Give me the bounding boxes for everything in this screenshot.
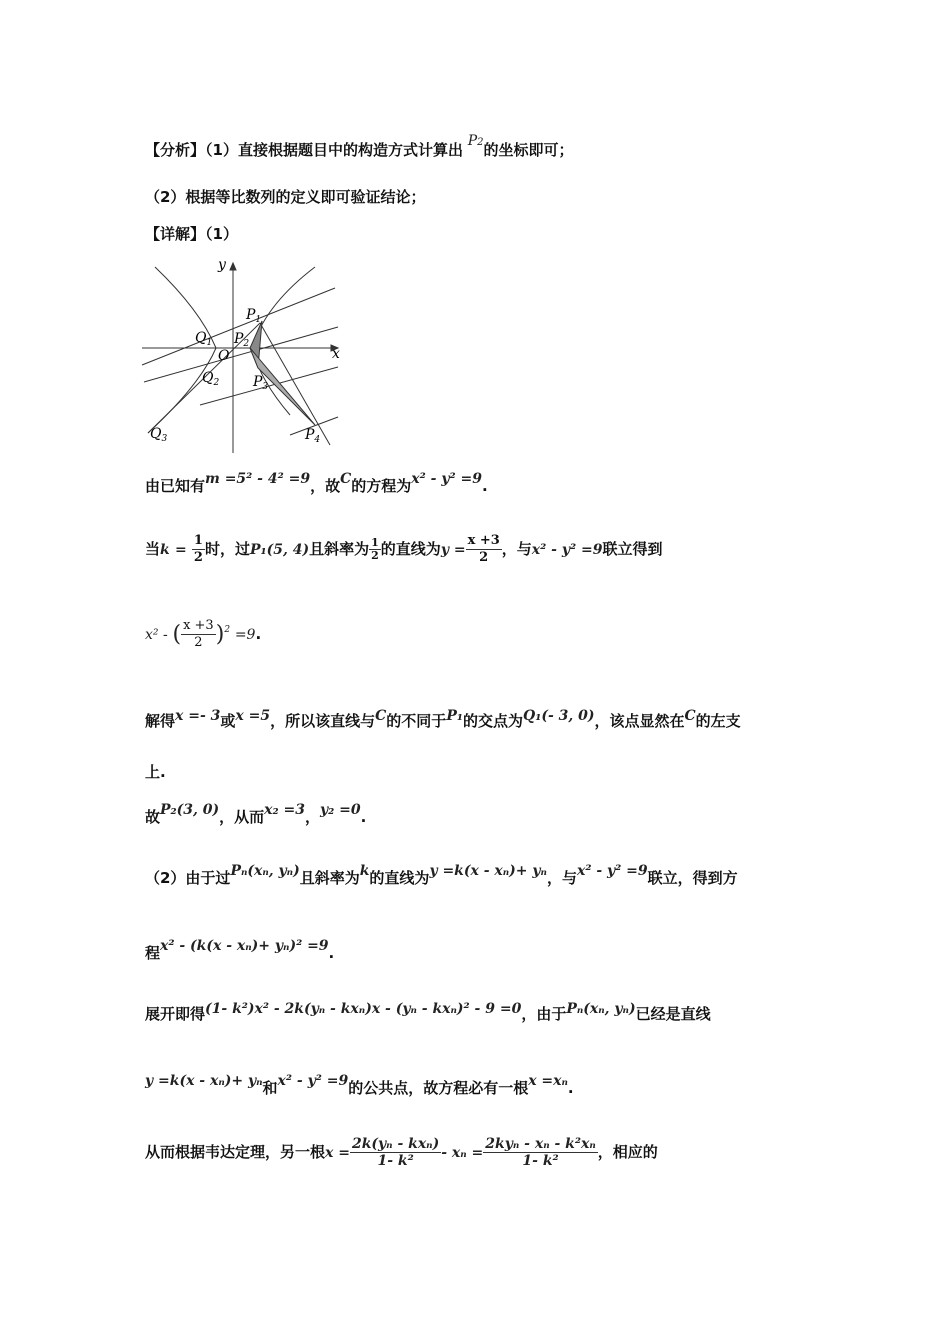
root-mid: - xₙ = (441, 1145, 484, 1161)
line-eq-lhs: y = (440, 542, 466, 558)
p2-text-d: . (360, 808, 367, 826)
slope-text-f: 联立得到 (602, 540, 663, 558)
small-half: $\frac{1}{2}$ (371, 536, 379, 562)
p1-point: P₁(5, 4) (249, 542, 310, 558)
p2-text-a: 故 (145, 808, 161, 826)
common-text-b: 的公共点，故方程必有一根 (348, 1079, 529, 1097)
root-xn: x =xₙ (528, 1073, 568, 1089)
expanded-eq: (1- k²)x² - 2k(yₙ - kxₙ)x - (yₙ - kxₙ)² - 9 =0 (205, 1001, 522, 1017)
pn-point: Pₙ(xₙ, yₙ) (230, 863, 300, 879)
detail-line (145, 223, 238, 245)
hyperbola-eq-4: x² - y² =9 (277, 1073, 349, 1089)
line-n-eq-2: y =k(x - xₙ)+ yₙ (145, 1073, 263, 1089)
c-symbol-3: C (684, 708, 696, 724)
analysis-line (145, 133, 574, 164)
common-point-line (145, 1073, 574, 1100)
c-symbol-2: C (375, 708, 387, 724)
line-1 (142, 288, 335, 365)
slope-text-c: 且斜率为 (309, 540, 370, 558)
part2-text-a: （2）由于过 (145, 869, 231, 887)
substitution-line: x² - ( $\frac{x +3}{2}$ )$^2$ =9. (145, 618, 262, 650)
sub-rhs: =9 (234, 627, 256, 643)
p1-symbol: P₁ (446, 708, 463, 724)
label-p1: $P_1$ (246, 307, 262, 325)
label-p4: $P_4$ (305, 427, 321, 445)
y-axis-arrow (230, 263, 236, 270)
pn-point-2: Pₙ(xₙ, yₙ) (566, 1001, 636, 1017)
label-p2: $P_2$ (234, 331, 250, 349)
root-lhs: x = (325, 1145, 350, 1161)
x-root-1: x =- 3 (175, 708, 221, 724)
slope-line: 当k = $\frac{1}{2}$ 时，过P₁(5, 4)且斜率为 $\frac{1}{2}$ 的直线为y = $\frac{x +3}{2}$ ，与x² - y² =9联立得到 (145, 533, 663, 565)
m-eq: m =5² - 4² =9 (205, 471, 311, 487)
expand-text-b: ，由于 (521, 1005, 567, 1023)
line-n-eq: y =k(x - xₙ)+ yₙ (429, 863, 547, 879)
solve-text-c: ，所以该直线与 (270, 712, 376, 730)
p2-symbol: P2 (467, 133, 484, 149)
q1-point: Q₁(- 3, 0) (523, 708, 595, 724)
given-text-c: 的方程为 (351, 477, 412, 495)
half-fraction: $\frac{1}{2}$ (193, 533, 203, 565)
root-frac-1: 2k(yₙ - kxₙ) 1- k² (351, 1136, 440, 1169)
left-branch (148, 267, 216, 433)
label-y: y (218, 257, 226, 273)
x2-value: x₂ =3 (264, 802, 305, 818)
detail-label: 【详解】 (145, 225, 206, 243)
given-text-d: . (481, 477, 488, 495)
given-text-b: ，故 (310, 477, 341, 495)
hyperbola-eq-2: x² - y² =9 (531, 542, 603, 558)
analysis2-line: （2）根据等比数列的定义即可验证结论； (145, 188, 426, 206)
p2-text-b: ，从而 (219, 808, 265, 826)
vieta-text-b: ，相应的 (597, 1143, 658, 1161)
label-q2: $Q_2$ (202, 370, 220, 388)
solve-line (145, 710, 741, 733)
hyperbola-eq-3: x² - y² =9 (576, 863, 648, 879)
root-frac-2: 2kyₙ - xₙ - k²xₙ 1- k² (485, 1136, 596, 1169)
analysis-label: 【分析】 (145, 141, 206, 159)
expand-text-c: 已经是直线 (635, 1005, 711, 1023)
given-text-a: 由已知有 (145, 477, 206, 495)
solve-text-a: 解得 (145, 712, 176, 730)
part2-text-e: 联立，得到方 (647, 869, 738, 887)
solve-text-g: 的左支 (695, 712, 741, 730)
part2-text-c: 的直线为 (369, 869, 430, 887)
left-branch-line: 上. (145, 763, 166, 781)
label-q3: $Q_3$ (150, 426, 168, 444)
given-line (145, 471, 488, 498)
sub-lhs: x² - (145, 627, 168, 643)
hyperbola-eq: x² - y² =9 (411, 471, 482, 487)
line-p4 (260, 323, 330, 445)
sub2-eq: x² - (k(x - xₙ)+ yₙ)² =9 (160, 938, 329, 954)
solve-text-b: 或 (220, 712, 236, 730)
common-text-a: 和 (262, 1079, 278, 1097)
expand-line (145, 1003, 711, 1026)
vieta-line (145, 1136, 658, 1169)
equation-text-a: 程 (145, 944, 161, 962)
analysis-tail: 的坐标即可； (483, 141, 574, 159)
label-p3: $P_3$ (253, 374, 269, 392)
part2-text-b: 且斜率为 (299, 869, 360, 887)
hyperbola-figure (140, 255, 350, 455)
p2-line (145, 802, 367, 829)
sub-fraction: $\frac{x +3}{2}$ (183, 618, 214, 650)
vieta-text-a: 从而根据韦达定理，另一根 (145, 1143, 326, 1161)
part2-text-d: ，与 (546, 869, 577, 887)
x-root-2: x =5 (235, 708, 271, 724)
common-text-c: . (567, 1079, 574, 1097)
y2-value: y₂ =0 (320, 802, 361, 818)
part2-line (145, 863, 738, 890)
p2-text-c: ， (305, 808, 321, 826)
slope-text-a: 当 (145, 540, 161, 558)
slope-text-e: ，与 (501, 540, 532, 558)
k-symbol: k (160, 542, 170, 558)
equation-line (145, 938, 335, 965)
k-symbol-2: k (359, 863, 370, 879)
equation-text-b: . (328, 944, 335, 962)
solve-text-d: 的不同于 (386, 712, 447, 730)
detail-text: （1） (205, 225, 238, 243)
slope-text-b: 时，过 (204, 540, 250, 558)
label-o: O (218, 348, 230, 364)
expand-text-a: 展开即得 (145, 1005, 206, 1023)
c-symbol: C (340, 471, 352, 487)
label-q1: $Q_1$ (195, 330, 213, 348)
solve-text-f: ，该点显然在 (594, 712, 685, 730)
line-eq-frac: $\frac{x +3}{2}$ (467, 533, 500, 565)
solve-text-e: 的交点为 (462, 712, 523, 730)
analysis-text: （1）直接根据题目中的构造方式计算出 (205, 141, 463, 159)
slope-text-d: 的直线为 (380, 540, 441, 558)
label-x: x (332, 346, 340, 362)
p2-point: P₂(3, 0) (160, 802, 220, 818)
